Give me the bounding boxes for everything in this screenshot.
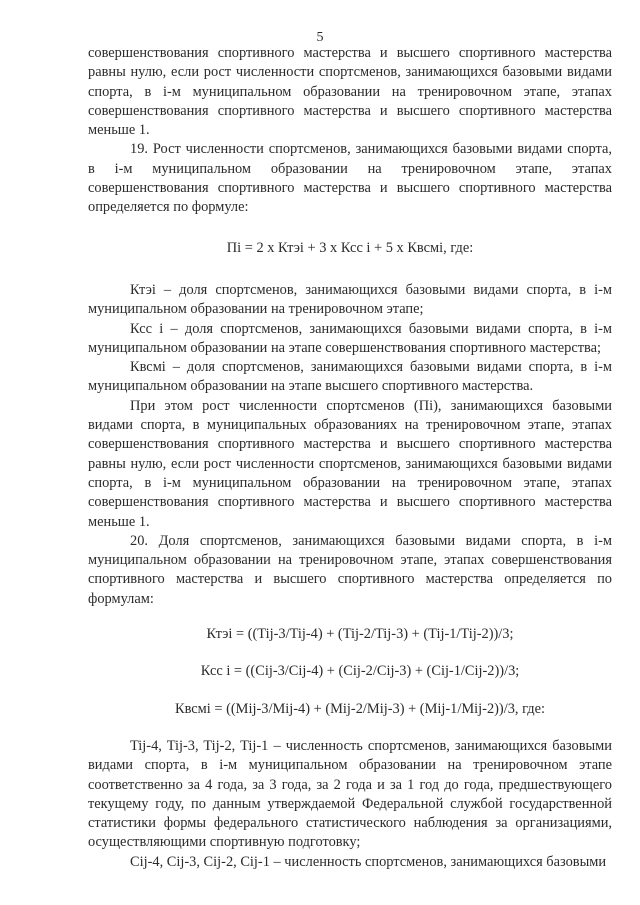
paragraph-20: 20. Доля спортсменов, занимающихся базовыми видами спорта, в i-м муниципальном образовании на тренировочном этапе, этапах совершенствования спортивного мастерства и высшего спортивного мастерства определяется по формулам: xyxy=(88,532,612,607)
page-number: 5 xyxy=(316,30,324,45)
definition-t: Tij-4, Tij-3, Tij-2, Tij-1 – численность спортсменов, занимающихся базовыми видами спорта, в i-м муниципальном образовании на тренировочном этапе соответственно за 4 года, за 3 года, за 2 года и за 1 год до года, предшествующего текущему году, по данным утверждаемой Федеральной службой государственной статистики формы федерального статистического наблюдения за организациями, осуществляющими спортивную подготовку; xyxy=(88,737,612,851)
formula-kss: Ксс i = ((Cij-3/Cij-4) + (Cij-2/Cij-3) + (Cij-1/Cij-2))/3; xyxy=(200,663,520,680)
paragraph-growth-zero: При этом рост численности спортсменов (Пi), занимающихся базовыми видами спорта, в муниципальных образованиях на тренировочном этапе, этапах совершенствования спортивного мастерства и высшего спортивного мастерства равны нулю, если рост численности спортсменов, занимающихся базовыми видами спорта, в i-м муниципальном образовании на тренировочном этапе, этапах совершенствования спортивного мастерства и высшего спортивного мастерства меньше 1. xyxy=(88,397,612,530)
definition-c: Cij-4, Cij-3, Cij-2, Cij-1 – численность спортсменов, занимающихся базовыми xyxy=(130,853,607,870)
paragraph-19: 19. Рост численности спортсменов, занимающихся базовыми видами спорта, в i-м муниципальном образовании на тренировочном этапе, этапах совершенствования спортивного мастерства и высшего спортивного мастерства определяется по формуле: xyxy=(88,141,612,216)
document-body xyxy=(88,44,612,872)
formula-kvsm: Квсмi = ((Mij-3/Mij-4) + (Mij-2/Mij-3) + (Mij-1/Mij-2))/3, где: xyxy=(174,700,546,717)
formula-kte: Ктэi = ((Tij-3/Tij-4) + (Tij-2/Tij-3) + (Tij-1/Tij-2))/3; xyxy=(206,626,514,643)
formula-growth: Пi = 2 х Ктэi + 3 х Ксс i + 5 х Квсмi, где: xyxy=(226,239,474,256)
paragraph: совершенствования спортивного мастерства и высшего спортивного мастерства равны нулю, если рост численности спортсменов, занимающихся базовыми видами спорта, в i-м муниципальном образовании на тренировочном этапе, этапах совершенствования спортивного мастерства и высшего спортивного мастерства меньше 1. xyxy=(88,45,612,139)
definition-kte: Ктэi – доля спортсменов, занимающихся базовыми видами спорта, в i-м муниципальном образовании на тренировочном этапе; xyxy=(88,281,612,318)
definition-kss: Ксс i – доля спортсменов, занимающихся базовыми видами спорта, в i-м муниципальном образовании на этапе совершенствования спортивного мастерства; xyxy=(88,320,612,356)
definition-kvsm: Квсмi – доля спортсменов, занимающихся базовыми видами спорта, в i-м муниципальном образовании на этапе высшего спортивного мастерства. xyxy=(88,359,612,395)
